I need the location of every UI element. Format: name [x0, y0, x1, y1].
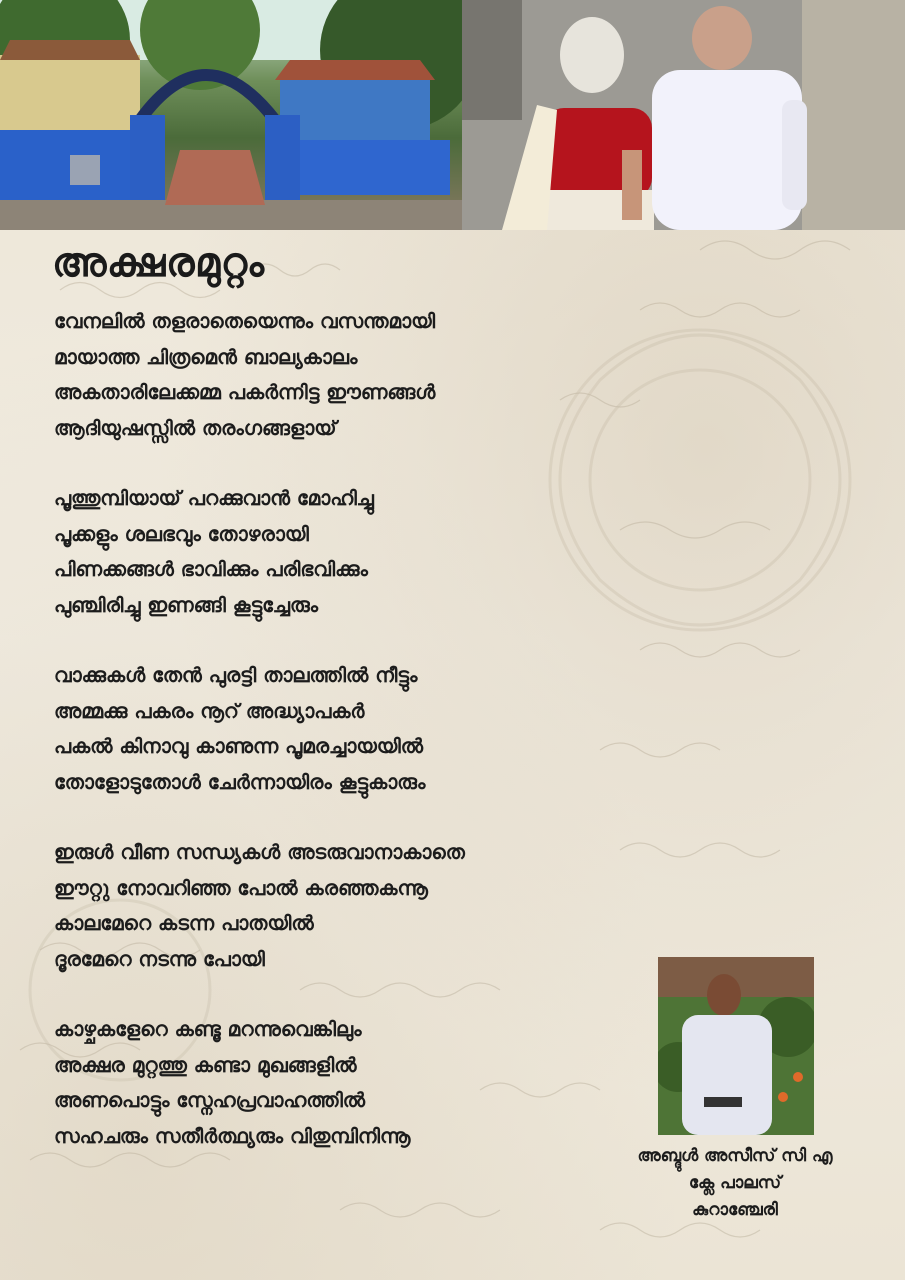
stanza: [54, 835, 614, 977]
poem-line: മായാത്ത ചിത്രമെൻ ബാല്യകാലം: [54, 344, 358, 369]
poem-line: കാലമേറെ കടന്ന പാതയിൽ: [54, 911, 314, 935]
poem-line: ഇരുൾ വീണ സന്ധ്യകൾ അടരുവാനാകാതെ: [54, 840, 465, 864]
poem-line: പകൽ കിനാവു കാണുന്ന പൂമരച്ചായയിൽ: [54, 734, 424, 758]
stanza: [54, 481, 614, 623]
poem-line: തോളോടുതോൾ ചേർന്നായിരം കൂട്ടുകാരും: [54, 769, 426, 794]
poem-body: [54, 304, 614, 1189]
poem-line: അമ്മക്കു പകരം നൂറ് അദ്ധ്യാപകർ: [54, 698, 365, 723]
stanza: [54, 1012, 614, 1154]
poem-line: ഈറ്റു നോവറിഞ്ഞ പോൽ കരഞ്ഞകന്നൂ: [54, 875, 428, 900]
author-place: കുറാഞ്ചേരി: [692, 1200, 778, 1220]
poem-line: സഹചരും സതീർത്ഥ്യരും വിതുമ്പിനിന്നൂ: [54, 1123, 411, 1148]
poem-line: വാക്കുകൾ തേൻ പുരട്ടി താലത്തിൽ നീട്ടും: [54, 663, 418, 687]
poem-line: ദൂരമേറെ നടന്നു പോയി: [54, 946, 265, 971]
poem-line: പൂക്കളും ശലഭവും തോഴരായി: [54, 521, 309, 546]
poem-line: വേനലിൽ തളരാതെയെന്നും വസന്തമായി: [54, 309, 436, 333]
poem-line: പുഞ്ചിരിച്ചു ഇണങ്ങി കൂട്ടുച്ചേരും: [54, 592, 319, 617]
author-name: അബ്ദുൾ അസീസ് സി എ: [637, 1146, 833, 1166]
school-gate-photo: [0, 0, 462, 230]
poem-line: പിണക്കങ്ങൾ ഭാവിക്കും പരിഭവിക്കും: [54, 557, 368, 581]
poem-line: കാഴ്ചകളേറെ കണ്ടൂ മറന്നുവെങ്കിലും: [54, 1017, 362, 1041]
poem-line: അണപൊട്ടും സ്നേഹപ്രവാഹത്തിൽ: [54, 1088, 366, 1112]
author-house: ക്ലേ പാലസ്: [688, 1173, 782, 1193]
poem-line: ആദിയുഷസ്സിൽ തരംഗങ്ങളായ്: [54, 415, 337, 440]
poem-line: അകതാരിലേക്കമ്മ പകർന്നിട്ട ഈണങ്ങൾ: [54, 380, 436, 404]
poem-line: അക്ഷര മുറ്റത്തു കണ്ടാ മുഖങ്ങളിൽ: [54, 1052, 357, 1077]
stanza: [54, 658, 614, 800]
poem-title: അക്ഷരമുറ്റം: [52, 240, 265, 286]
poem-line: പൂത്തുമ്പിയായ് പറക്കുവാൻ മോഹിച്ചു: [54, 486, 374, 510]
stanza: [54, 304, 614, 446]
author-photo: [658, 957, 814, 1135]
author-block: [575, 1143, 895, 1224]
elderly-couple-photo: [462, 0, 905, 230]
